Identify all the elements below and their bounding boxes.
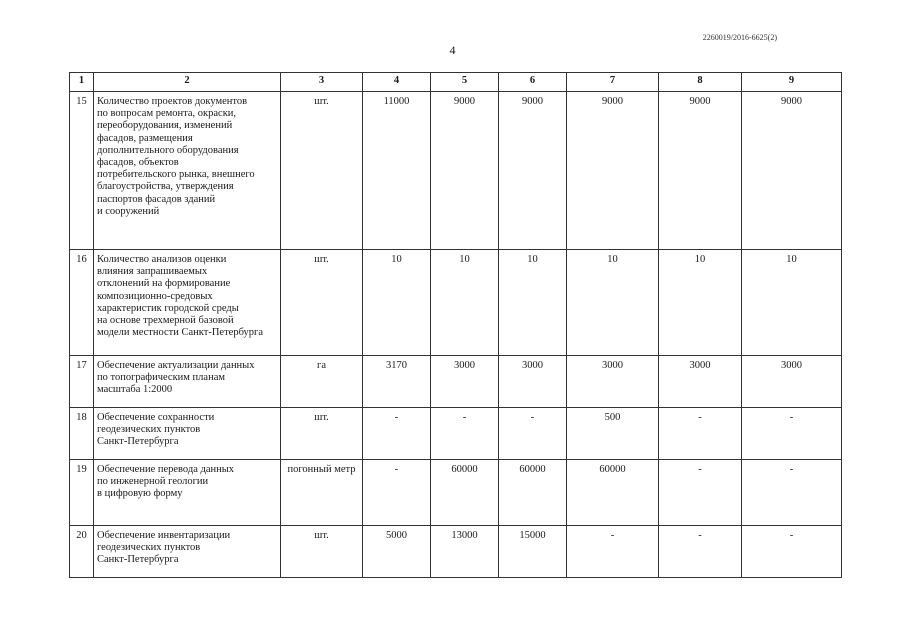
row-value: 3000	[431, 356, 499, 408]
row-description	[94, 526, 281, 578]
table-row	[70, 408, 842, 460]
row-unit: шт.	[281, 408, 363, 460]
column-header: 6	[499, 73, 567, 92]
column-header: 7	[567, 73, 659, 92]
column-header: 5	[431, 73, 499, 92]
row-number: 18	[70, 408, 94, 460]
row-value: 500	[567, 408, 659, 460]
description-line: Санкт-Петербурга	[97, 436, 179, 448]
row-number: 15	[70, 92, 94, 250]
row-unit: шт.	[281, 250, 363, 356]
row-number: 19	[70, 460, 94, 526]
row-value: 10	[363, 250, 431, 356]
row-value: 10	[659, 250, 742, 356]
description-line: композиционно-средовых	[97, 290, 213, 302]
row-value: 10	[567, 250, 659, 356]
description-line: геодезических пунктов	[97, 424, 201, 436]
row-description	[94, 92, 281, 250]
description-line: Количество проектов документов	[97, 96, 248, 107]
description-line: геодезических пунктов	[97, 542, 201, 554]
row-value: 9000	[659, 92, 742, 250]
description-line: Обеспечение инвентаризации	[97, 530, 231, 541]
description-line: в цифровую форму	[97, 488, 183, 500]
description-line: Количество анализов оценки	[97, 254, 227, 265]
row-value: -	[499, 408, 567, 460]
row-unit: шт.	[281, 526, 363, 578]
description-line: фасадов, размещения	[97, 132, 193, 144]
description-line: Обеспечение сохранности	[97, 412, 215, 423]
column-header: 2	[94, 73, 281, 92]
document-id: 2260019/2016-6625(2)	[702, 33, 777, 42]
description-line: отклонений на формирование	[97, 278, 231, 290]
row-value: -	[567, 526, 659, 578]
description-line: переоборудования, изменений	[97, 120, 233, 132]
row-value: 3000	[742, 356, 842, 408]
row-unit: шт.	[281, 92, 363, 250]
row-value: -	[659, 460, 742, 526]
description-line: Обеспечение актуализации данных	[97, 360, 255, 371]
column-header: 9	[742, 73, 842, 92]
row-number: 20	[70, 526, 94, 578]
row-value: 3000	[659, 356, 742, 408]
row-value: 3170	[363, 356, 431, 408]
row-value: -	[742, 526, 842, 578]
description-line: по инженерной геологии	[97, 476, 209, 488]
row-value: -	[431, 408, 499, 460]
description-line: по топографическим планам	[97, 372, 225, 384]
row-value: 3000	[567, 356, 659, 408]
row-value: 10	[431, 250, 499, 356]
row-value: 60000	[567, 460, 659, 526]
row-value: -	[659, 526, 742, 578]
header-row	[70, 73, 842, 92]
description-line: фасадов, объектов	[97, 157, 179, 169]
row-value: 9000	[499, 92, 567, 250]
table-row	[70, 92, 842, 250]
description-line: на основе трехмерной базовой	[97, 315, 234, 327]
table-row	[70, 526, 842, 578]
description-line: Обеспечение перевода данных	[97, 464, 235, 475]
description-line: потребительского рынка, внешнего	[97, 169, 255, 181]
table-row	[70, 356, 842, 408]
row-value: -	[742, 408, 842, 460]
row-value: 5000	[363, 526, 431, 578]
row-value: 11000	[363, 92, 431, 250]
row-value: -	[742, 460, 842, 526]
row-unit: га	[281, 356, 363, 408]
row-unit: погонный метр	[281, 460, 363, 526]
row-value: 10	[499, 250, 567, 356]
description-line: влияния запрашиваемых	[97, 266, 208, 278]
row-value: 13000	[431, 526, 499, 578]
description-line: Санкт-Петербурга	[97, 554, 179, 566]
row-value: 60000	[431, 460, 499, 526]
table-row	[70, 250, 842, 356]
row-value: 9000	[742, 92, 842, 250]
row-value: 3000	[499, 356, 567, 408]
row-value: 9000	[567, 92, 659, 250]
column-header: 3	[281, 73, 363, 92]
description-line: масштаба 1:2000	[97, 384, 173, 396]
column-header: 4	[363, 73, 431, 92]
column-header: 1	[70, 73, 94, 92]
description-line: характеристик городской среды	[97, 302, 239, 314]
column-header: 8	[659, 73, 742, 92]
data-table	[69, 72, 842, 578]
row-number: 16	[70, 250, 94, 356]
row-value: -	[659, 408, 742, 460]
table-row	[70, 460, 842, 526]
page-number: 4	[449, 43, 456, 57]
row-number: 17	[70, 356, 94, 408]
row-value: 15000	[499, 526, 567, 578]
row-description	[94, 460, 281, 526]
row-value: 9000	[431, 92, 499, 250]
description-line: дополнительного оборудования	[97, 144, 239, 156]
description-line: по вопросам ремонта, окраски,	[97, 108, 237, 120]
description-line: паспортов фасадов зданий	[97, 193, 216, 205]
description-line: и сооружений	[97, 205, 160, 217]
description-line: благоустройства, утверждения	[97, 181, 234, 193]
row-description	[94, 250, 281, 356]
row-value: 10	[742, 250, 842, 356]
row-value: 60000	[499, 460, 567, 526]
row-value: -	[363, 460, 431, 526]
row-description	[94, 408, 281, 460]
description-line: модели местности Санкт-Петербурга	[97, 327, 264, 339]
row-value: -	[363, 408, 431, 460]
row-description	[94, 356, 281, 408]
